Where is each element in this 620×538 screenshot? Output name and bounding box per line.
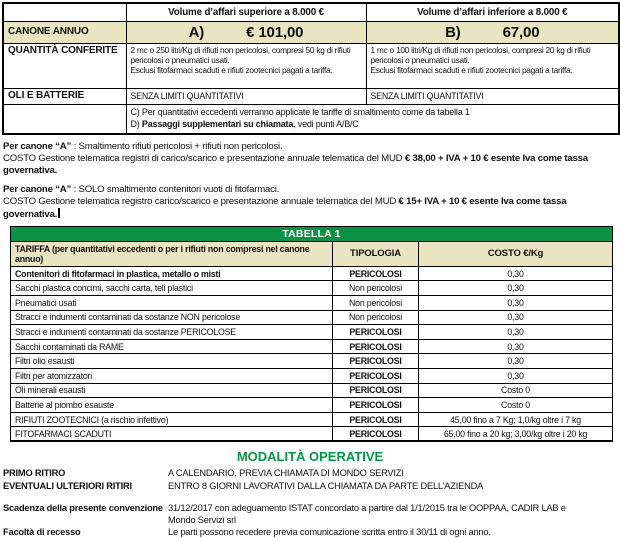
option-b-price: 67,00 (502, 23, 540, 41)
costo-value: 0,30 (419, 339, 613, 354)
rifiuto-name: Sacchi plastica concimi, sacchi carta, teli plastici (11, 281, 333, 296)
table-row (11, 339, 613, 354)
tabella-1 (10, 226, 613, 443)
tipologia-value: PERICOLOSI (333, 339, 419, 354)
rifiuto-name: FITOFARMACI SCADUTI (11, 427, 333, 442)
text-cursor (58, 208, 60, 218)
punto-d-text: D) Passaggi supplementari su chiamata, vedi punti A/B/C (130, 119, 359, 130)
rifiuto-name: Contenitori di fitofarmaci in plastica, metallo o misti (11, 266, 333, 281)
modalita-label: Scadenza della presente convenzione (3, 503, 163, 514)
modalita-rows (3, 467, 620, 493)
quantita-a-text: 2 mc o 250 litri/Kg di rifiuti non pericolosi, compresi 50 kg di rifiuti pericolosi o pneumatici usati. (130, 44, 351, 65)
table-row (11, 368, 613, 383)
rifiuto-name: Filtri per atomizzatori (11, 368, 333, 383)
table-row (11, 281, 613, 296)
tipologia-value: PERICOLOSI (333, 325, 419, 340)
oli-batterie-label: OLI E BATTERIE (3, 88, 126, 104)
costo-value: 0,30 (419, 266, 613, 281)
list-item (3, 526, 620, 538)
rifiuto-name: Sacchi contaminati da RAME (11, 339, 333, 354)
modalita-label: Facoltà di recesso (3, 527, 81, 538)
tipologia-value: PERICOLOSI (333, 266, 419, 281)
modalita-value: A CALENDARIO, PREVIA CHIAMATA DI MONDO SERVIZI (168, 468, 404, 479)
quantita-a-exclusion: Esclusi fitofarmaci scaduti e rifiuti zootecnici pagati a tariffa. (130, 65, 333, 76)
table-row (11, 266, 613, 281)
rifiuto-name: Stracci e indumenti contaminati da sostanze PERICOLOSE (11, 325, 333, 340)
list-item (3, 502, 620, 526)
table-row (11, 398, 613, 413)
rifiuto-name: Batterie al piombo esauste (11, 398, 333, 413)
header-costo: COSTO €/Kg (419, 241, 613, 266)
tabella-header-row (11, 241, 613, 266)
modalita-label: PRIMO RITIRO (3, 468, 66, 479)
oli-b-value: SENZA LIMITI QUANTITATIVI (366, 88, 619, 104)
table-row (11, 412, 613, 427)
table-row-canone-annuo (3, 21, 619, 43)
column-header-superiore: Volume d’affari superiore a 8.000 € (126, 3, 366, 21)
table-row (11, 383, 613, 398)
tipologia-value: Non pericolosi (333, 281, 419, 296)
table-row (11, 295, 613, 310)
quantita-conferite-label: QUANTITÀ CONFERITE (3, 43, 126, 88)
tipologia-value: PERICOLOSI (333, 383, 419, 398)
tipologia-value: PERICOLOSI (333, 368, 419, 383)
costo-value: 0,30 (419, 325, 613, 340)
quantita-b-cell (366, 43, 619, 88)
costo-value: 0,30 (419, 368, 613, 383)
modalita-value: Le parti possono recedere previa comunicazione scritta entro il 30/11 di ogni anno. (168, 527, 491, 538)
costo-value: Costo 0 (419, 383, 613, 398)
table-row (11, 427, 613, 442)
note-lead: Per canone “A” (3, 141, 72, 152)
costo-value: 45,00 fino a 7 Kg; 1,0/kg oltre i 7 kg (419, 412, 613, 427)
option-b-letter: B) (445, 23, 461, 41)
note-lead-rest: : SOLO smaltimento contenitori vuoti di fitofarmaci. (71, 184, 280, 196)
list-item (3, 467, 620, 480)
quantita-b-text: 1 mc o 100 litri/Kg di rifiuti non pericolosi, compresi 20 kg di rifiuti pericolosi o pneumatici usati. (370, 44, 591, 65)
table-row (11, 310, 613, 325)
convenzione-rows (3, 502, 620, 538)
note-cost-text: COSTO Gestione telematica registri di carico/scarico e presentazione annuale telematica del MUD (3, 152, 405, 164)
note-canone-a-fitofarmaci (3, 184, 617, 220)
tipologia-value: PERICOLOSI (333, 398, 419, 413)
modalita-label: EVENTUALI ULTERIORI RITIRI (3, 481, 132, 492)
modalita-value: ENTRO 8 GIORNI LAVORATIVI DALLA CHIAMATA DA PARTE DELL’AZIENDA (168, 481, 484, 492)
canone-table (2, 2, 620, 135)
document-page (0, 2, 620, 538)
note-lead: Per canone “A” (3, 184, 72, 196)
tipologia-value: PERICOLOSI (333, 427, 419, 442)
costo-value: 0,30 (419, 281, 613, 296)
table-row-oli-e-batterie (3, 88, 619, 104)
rifiuto-name: Filtri olio esausti (11, 354, 333, 369)
punto-c-text: C) Per quantitativi eccedenti verranno applicate le tariffe di smaltimento come da tabella 1 (130, 106, 470, 117)
tabella-title: TABELLA 1 (11, 226, 613, 241)
oli-a-value: SENZA LIMITI QUANTITATIVI (126, 88, 366, 104)
table-row (3, 3, 619, 21)
note-cost-bold: € 38,00 + IVA + 10 € esente Iva come tassa governativa. (3, 152, 588, 176)
note-cost-text: COSTO Gestione telematica registro carico/scarico e presentazione annuale telematica del MUD (3, 196, 399, 208)
canone-b-cell (366, 21, 619, 43)
rifiuto-name: Oli minerali esausti (11, 383, 333, 398)
table-row (11, 354, 613, 369)
tipologia-value: Non pericolosi (333, 295, 419, 310)
punti-c-d-cell (126, 104, 619, 134)
option-a-price: € 101,00 (246, 23, 304, 41)
rifiuto-name: Pneumatici usati (11, 295, 333, 310)
table-row (11, 325, 613, 340)
list-item (3, 480, 620, 493)
tipologia-value: PERICOLOSI (333, 412, 419, 427)
option-a-letter: A) (188, 23, 205, 41)
table-row-quantita-conferite (3, 43, 619, 88)
costo-value: 0,30 (419, 310, 613, 325)
column-header-inferiore: Volume d’affari inferiore a 8.000 € (366, 3, 619, 21)
canone-a-cell (126, 21, 366, 43)
quantita-b-exclusion: Esclusi fitofarmaci scaduti e rifiuti zootecnici pagati a tariffa. (370, 65, 573, 76)
table-row-punti-c-d (3, 104, 619, 134)
costo-value: Costo 0 (419, 398, 613, 413)
quantita-a-cell (126, 43, 366, 88)
rifiuto-name: Stracci e indumenti contaminati da sostanze NON pericolose (11, 310, 333, 325)
modalita-value: 31/12/2017 con adeguamento ISTAT concordato a partire dal 1/1/2015 tra le OOPPAA, CADIR LAB e Mondo Servizi srl (168, 503, 566, 526)
costo-value: 65,00 fino a 20 kg; 3,00/kg oltre i 20 kg (419, 427, 613, 442)
tabella-title-row (11, 226, 613, 241)
costo-value: 0,30 (419, 295, 613, 310)
rifiuto-name: RIFIUTI ZOOTECNICI (a rischio infettivo) (11, 412, 333, 427)
tipologia-value: PERICOLOSI (333, 354, 419, 369)
tabella-body (11, 266, 613, 441)
tipologia-value: Non pericolosi (333, 310, 419, 325)
empty-label-cell (3, 104, 126, 134)
costo-value: 0,30 (419, 354, 613, 369)
modalita-operative-title: MODALITÀ OPERATIVE (236, 449, 384, 465)
note-canone-a (3, 141, 617, 176)
note-cost-bold: € 15+ IVA + 10 € esente Iva come tassa governativa. (3, 196, 567, 220)
header-tariffa: TARIFFA (per quantitativi eccedenti o per i rifiuti non compresi nel canone annuo) (11, 241, 333, 266)
canone-annuo-label: CANONE ANNUO (3, 21, 126, 43)
header-tipologia: TIPOLOGIA (333, 241, 419, 266)
empty-corner-cell (3, 3, 126, 21)
note-lead-rest: : Smaltimento rifiuti pericolosi + rifiuti non pericolosi. (71, 141, 283, 152)
